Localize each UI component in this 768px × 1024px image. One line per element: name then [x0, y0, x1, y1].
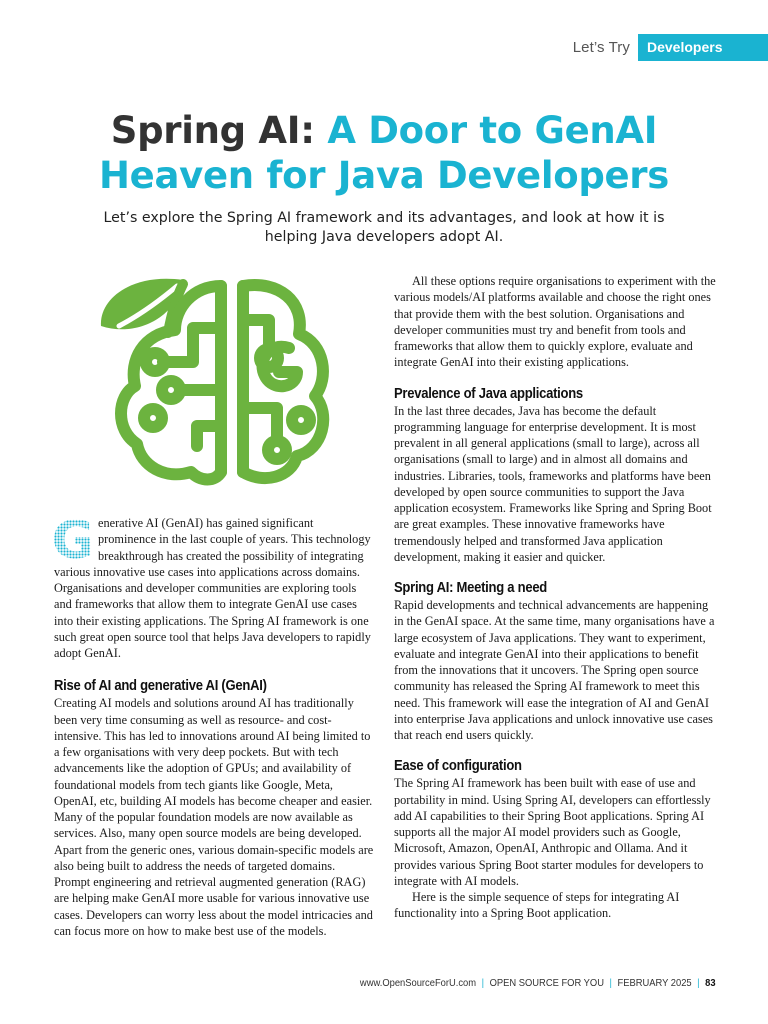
paragraph-steps-intro: Here is the simple sequence of steps for integrating AI functionality into a Spring Boot application. — [394, 890, 680, 921]
right-column — [394, 273, 716, 922]
footer-separator: | — [609, 978, 613, 989]
dropcap-letter: G — [51, 511, 95, 571]
intro-text: enerative AI (GenAI) has gained significant prominence in the last couple of years. This technology breakthrough has created the possibility of integrating various innovative use cases into applications across domains. Organisations and developer communities are exploring tools and frameworks that allow them to integrate GenAI use cases into their existing applications. The Spring AI framework is one such great open source tool that helps Java developers to rapidly adopt GenAI. — [54, 516, 371, 660]
title-part-2: A Door to GenAI — [327, 109, 658, 152]
section-label: Let’s Try — [572, 39, 630, 56]
brain-leaf-circuit-icon — [93, 268, 335, 500]
page-number: 83 — [705, 978, 716, 989]
footer-website: www.OpenSourceForU.com — [360, 978, 477, 989]
category-tag: Developers — [638, 34, 768, 61]
footer-separator: | — [482, 978, 485, 989]
footer-issue: FEBRUARY 2025 — [617, 978, 693, 989]
paragraph-meeting-need: Rapid developments and technical advancements are happening in the GenAI space. At the same time, many organisations have a large ecosystem of Java applications. They want to experiment, evaluate and integrate GenAI into their applications to benefit from the innovations that it uncovers. The Spring open source community has released the Spring AI framework to meet this need. This framework will ease the integration of AI and GenAI into enterprise Java applications and unlock innovative use cases that reach end users quickly. — [394, 598, 715, 742]
intro-paragraph — [51, 511, 374, 661]
dropcap — [51, 511, 95, 571]
title-part-3: Heaven for Java Developers — [99, 154, 669, 197]
heading-rise-of-ai: Rise of AI and generative AI (GenAI) — [54, 678, 267, 695]
paragraph-ease-of-configuration: The Spring AI framework has been built with ease of use and portability in mind. Using Spring AI, developers can effortlessly add AI capabilities to their Spring Boot applications. Spring AI supports all the major AI model providers such as Google, Microsoft, Amazon, OpenAI, Anthropic and Ollama. And it provides various Spring Boot starter modules for developers to integrate with AI models. — [394, 776, 711, 888]
paragraph-rise-of-ai: Creating AI models and solutions around AI has traditionally been very time consuming as well as resource- and cost-intensive. This has led to innovations around AI being limited to a few organisations with very deep pockets. But with tech advancements like the adoption of GPUs; and availability of foundational models from tech giants like Google, Meta, OpenAI, etc, building AI models has become cheaper and easier. Many of the popular foundation models are now available as services. Also, many open source models are being developed. Apart from the generic ones, various domain-specific models are also being built to address the needs of targeted domains. Prompt engineering and retrieval augmented generation (RAG) are helping make GenAI more usable for various innovative use cases. Developers can worry less about the model intricacies and can focus more on how to make best use of the models. — [54, 696, 374, 938]
heading-meeting-need: Spring AI: Meeting a need — [394, 580, 548, 596]
heading-java-prevalence: Prevalence of Java applications — [394, 385, 583, 402]
paragraph-java-prevalence: In the last three decades, Java has become the default programming language for enterprise development. It is most prevalent in all general applications (small to large), across all organisations (small to large) and in almost all domains and industries. Libraries, tools, frameworks and platforms have been developed by open source communities to support the Java application ecosystem. Frameworks like Spring and Spring Boot are great examples. These innovative frameworks have tremendously helped and transformed Java application development, making it easier and quicker. — [394, 403, 712, 564]
left-column — [51, 511, 374, 939]
heading-ease-of-configuration: Ease of configuration — [394, 758, 522, 775]
page-header — [573, 34, 768, 61]
article-title — [0, 108, 768, 198]
footer-separator: | — [697, 978, 701, 989]
article-subtitle: Let’s explore the Spring AI framework and its advantages, and look at how it is helping Java developers adopt AI. — [103, 210, 665, 245]
paragraph-options: All these options require organisations to experiment with the various models/AI platforms available and choose the right ones that provide them with the best solution. Organisations and developer communities must try and benefit from tools and frameworks that allow them to quickly explore, evaluate and integrate GenAI into their existing applications. — [394, 274, 716, 370]
title-part-1: Spring AI: — [110, 109, 328, 152]
page-footer — [360, 978, 716, 989]
footer-magazine: OPEN SOURCE FOR YOU — [490, 978, 605, 989]
